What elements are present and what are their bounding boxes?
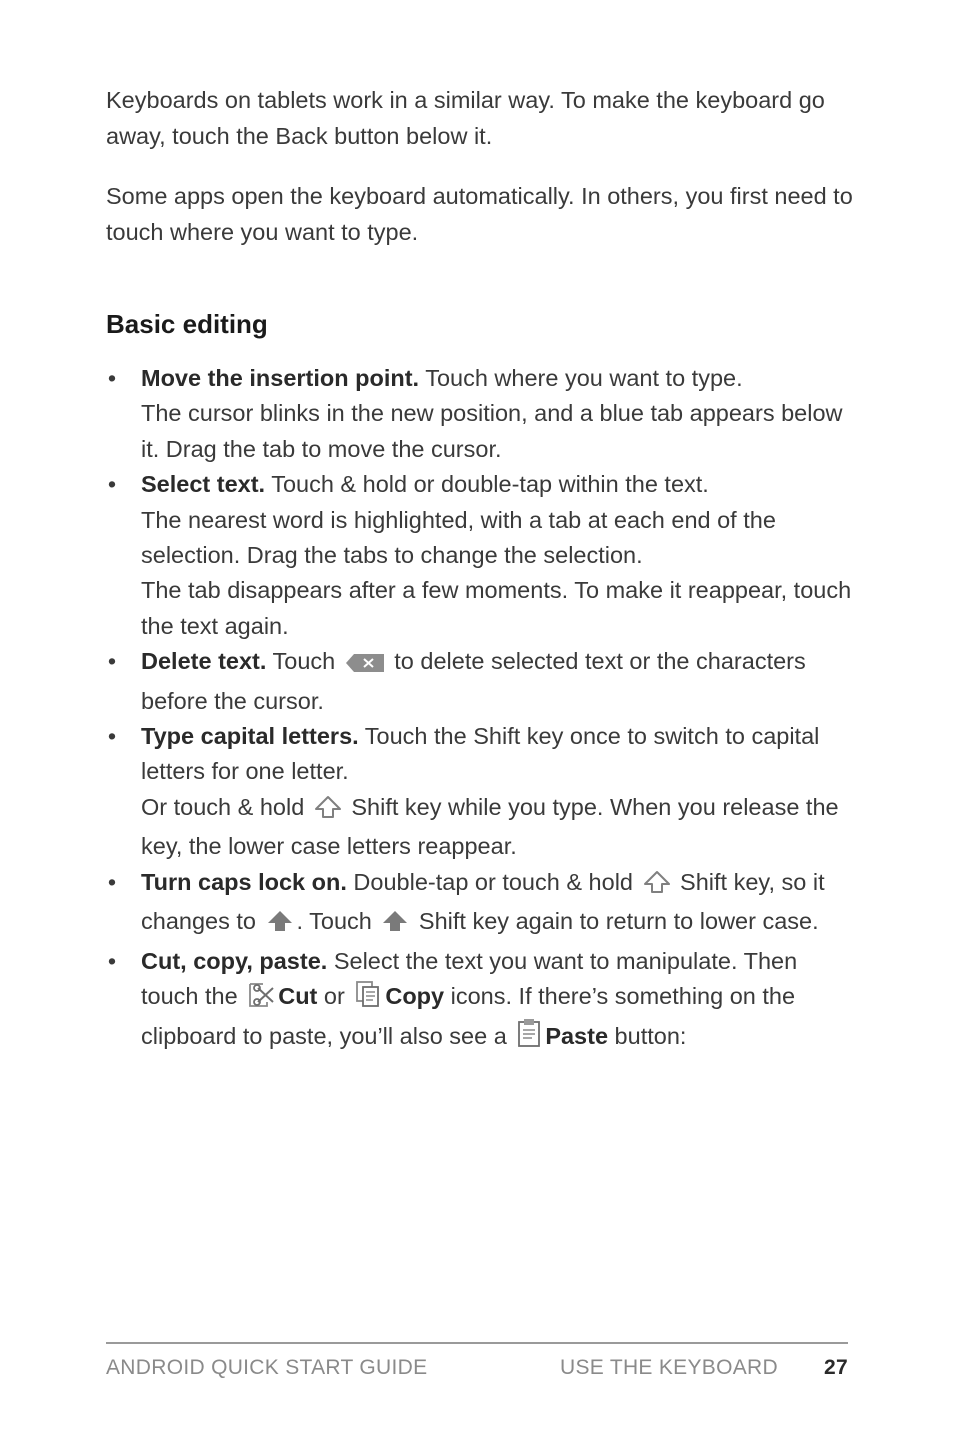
item-text-line <box>141 790 854 865</box>
shift-outline-icon <box>314 794 342 829</box>
item-text: to delete selected text or the characters before the cursor. <box>141 648 806 714</box>
cut-label: Cut <box>278 982 318 1009</box>
item-lead: Turn caps lock on. <box>141 868 347 895</box>
item-text: The cursor blinks in the new position, and a blue tab appears below it. Drag the tab to move the cursor. <box>141 400 843 462</box>
footer-book-title: ANDROID QUICK START GUIDE <box>106 1356 428 1379</box>
item-lead: Type capital letters. <box>141 723 359 750</box>
delete-key-icon <box>345 648 385 683</box>
item-text: The tab disappears after a few moments. To make it reappear, touch the text again. <box>141 577 852 639</box>
bullet: • <box>107 648 117 675</box>
item-text: Shift key while you type. When you release the key, the lower case letters reappear. <box>141 793 839 860</box>
bullet: • <box>107 723 117 750</box>
item-text: Double-tap or touch & hold <box>346 868 640 895</box>
item-text: Shift key, so it changes to <box>141 868 825 935</box>
list-item-caps-lock <box>106 865 854 944</box>
bullet: • <box>107 365 117 391</box>
item-text: . Touch <box>296 908 379 935</box>
shift-filled-icon <box>381 908 409 943</box>
item-text: button: <box>608 1023 687 1050</box>
list-item-select-text <box>106 467 854 644</box>
item-text: icons. If there’s something on the clipboard to paste, you’ll also see a <box>141 982 796 1050</box>
editing-list <box>106 361 854 1059</box>
bullet: • <box>107 947 117 974</box>
copy-label: Copy <box>385 982 445 1009</box>
page-content <box>106 83 854 1059</box>
item-text: The nearest word is highlighted, with a tab at each end of the selection. Drag the tabs to change the selection. <box>141 506 776 569</box>
item-text: Touch where you want to type. <box>419 365 743 391</box>
item-lead: Select text. <box>141 471 266 498</box>
copy-icon <box>354 980 382 1018</box>
item-text: Touch & hold or double-tap within the text. <box>265 471 709 498</box>
intro-paragraph-1: Keyboards on tablets work in a similar way. To make the keyboard go away, touch the Back button below it. <box>106 87 825 149</box>
item-text: Or touch & hold <box>141 793 311 820</box>
item-lead: Cut, copy, paste. <box>141 947 328 974</box>
item-text: Touch the Shift key once to switch to capital letters for one letter. <box>141 723 820 785</box>
page-number: 27 <box>824 1356 848 1379</box>
item-text: Select the text you want to manipulate. Then touch the <box>141 947 798 1009</box>
item-text: Shift key again to return to lower case. <box>412 908 819 935</box>
item-lead: Move the insertion point. <box>141 365 420 391</box>
intro-paragraph-2: Some apps open the keyboard automatically. In others, you first need to touch where you want to type. <box>106 183 853 245</box>
shift-outline-icon <box>643 869 671 904</box>
item-text: Touch <box>266 648 342 675</box>
list-item-capital-letters <box>106 719 854 865</box>
paste-label: Paste <box>545 1023 609 1050</box>
shift-filled-icon <box>266 908 294 943</box>
list-item-move-insertion <box>106 361 854 467</box>
item-text: or <box>317 982 352 1009</box>
list-item-delete-text <box>106 644 854 719</box>
paste-icon <box>516 1018 542 1058</box>
page-footer <box>106 1342 848 1379</box>
bullet: • <box>107 868 117 895</box>
footer-chapter-title: USE THE KEYBOARD <box>560 1356 778 1379</box>
cut-icon <box>247 982 275 1018</box>
item-lead: Delete text. <box>141 648 267 675</box>
list-item-cut-copy-paste <box>106 944 854 1059</box>
bullet: • <box>107 471 117 498</box>
section-heading: Basic editing <box>106 309 268 339</box>
